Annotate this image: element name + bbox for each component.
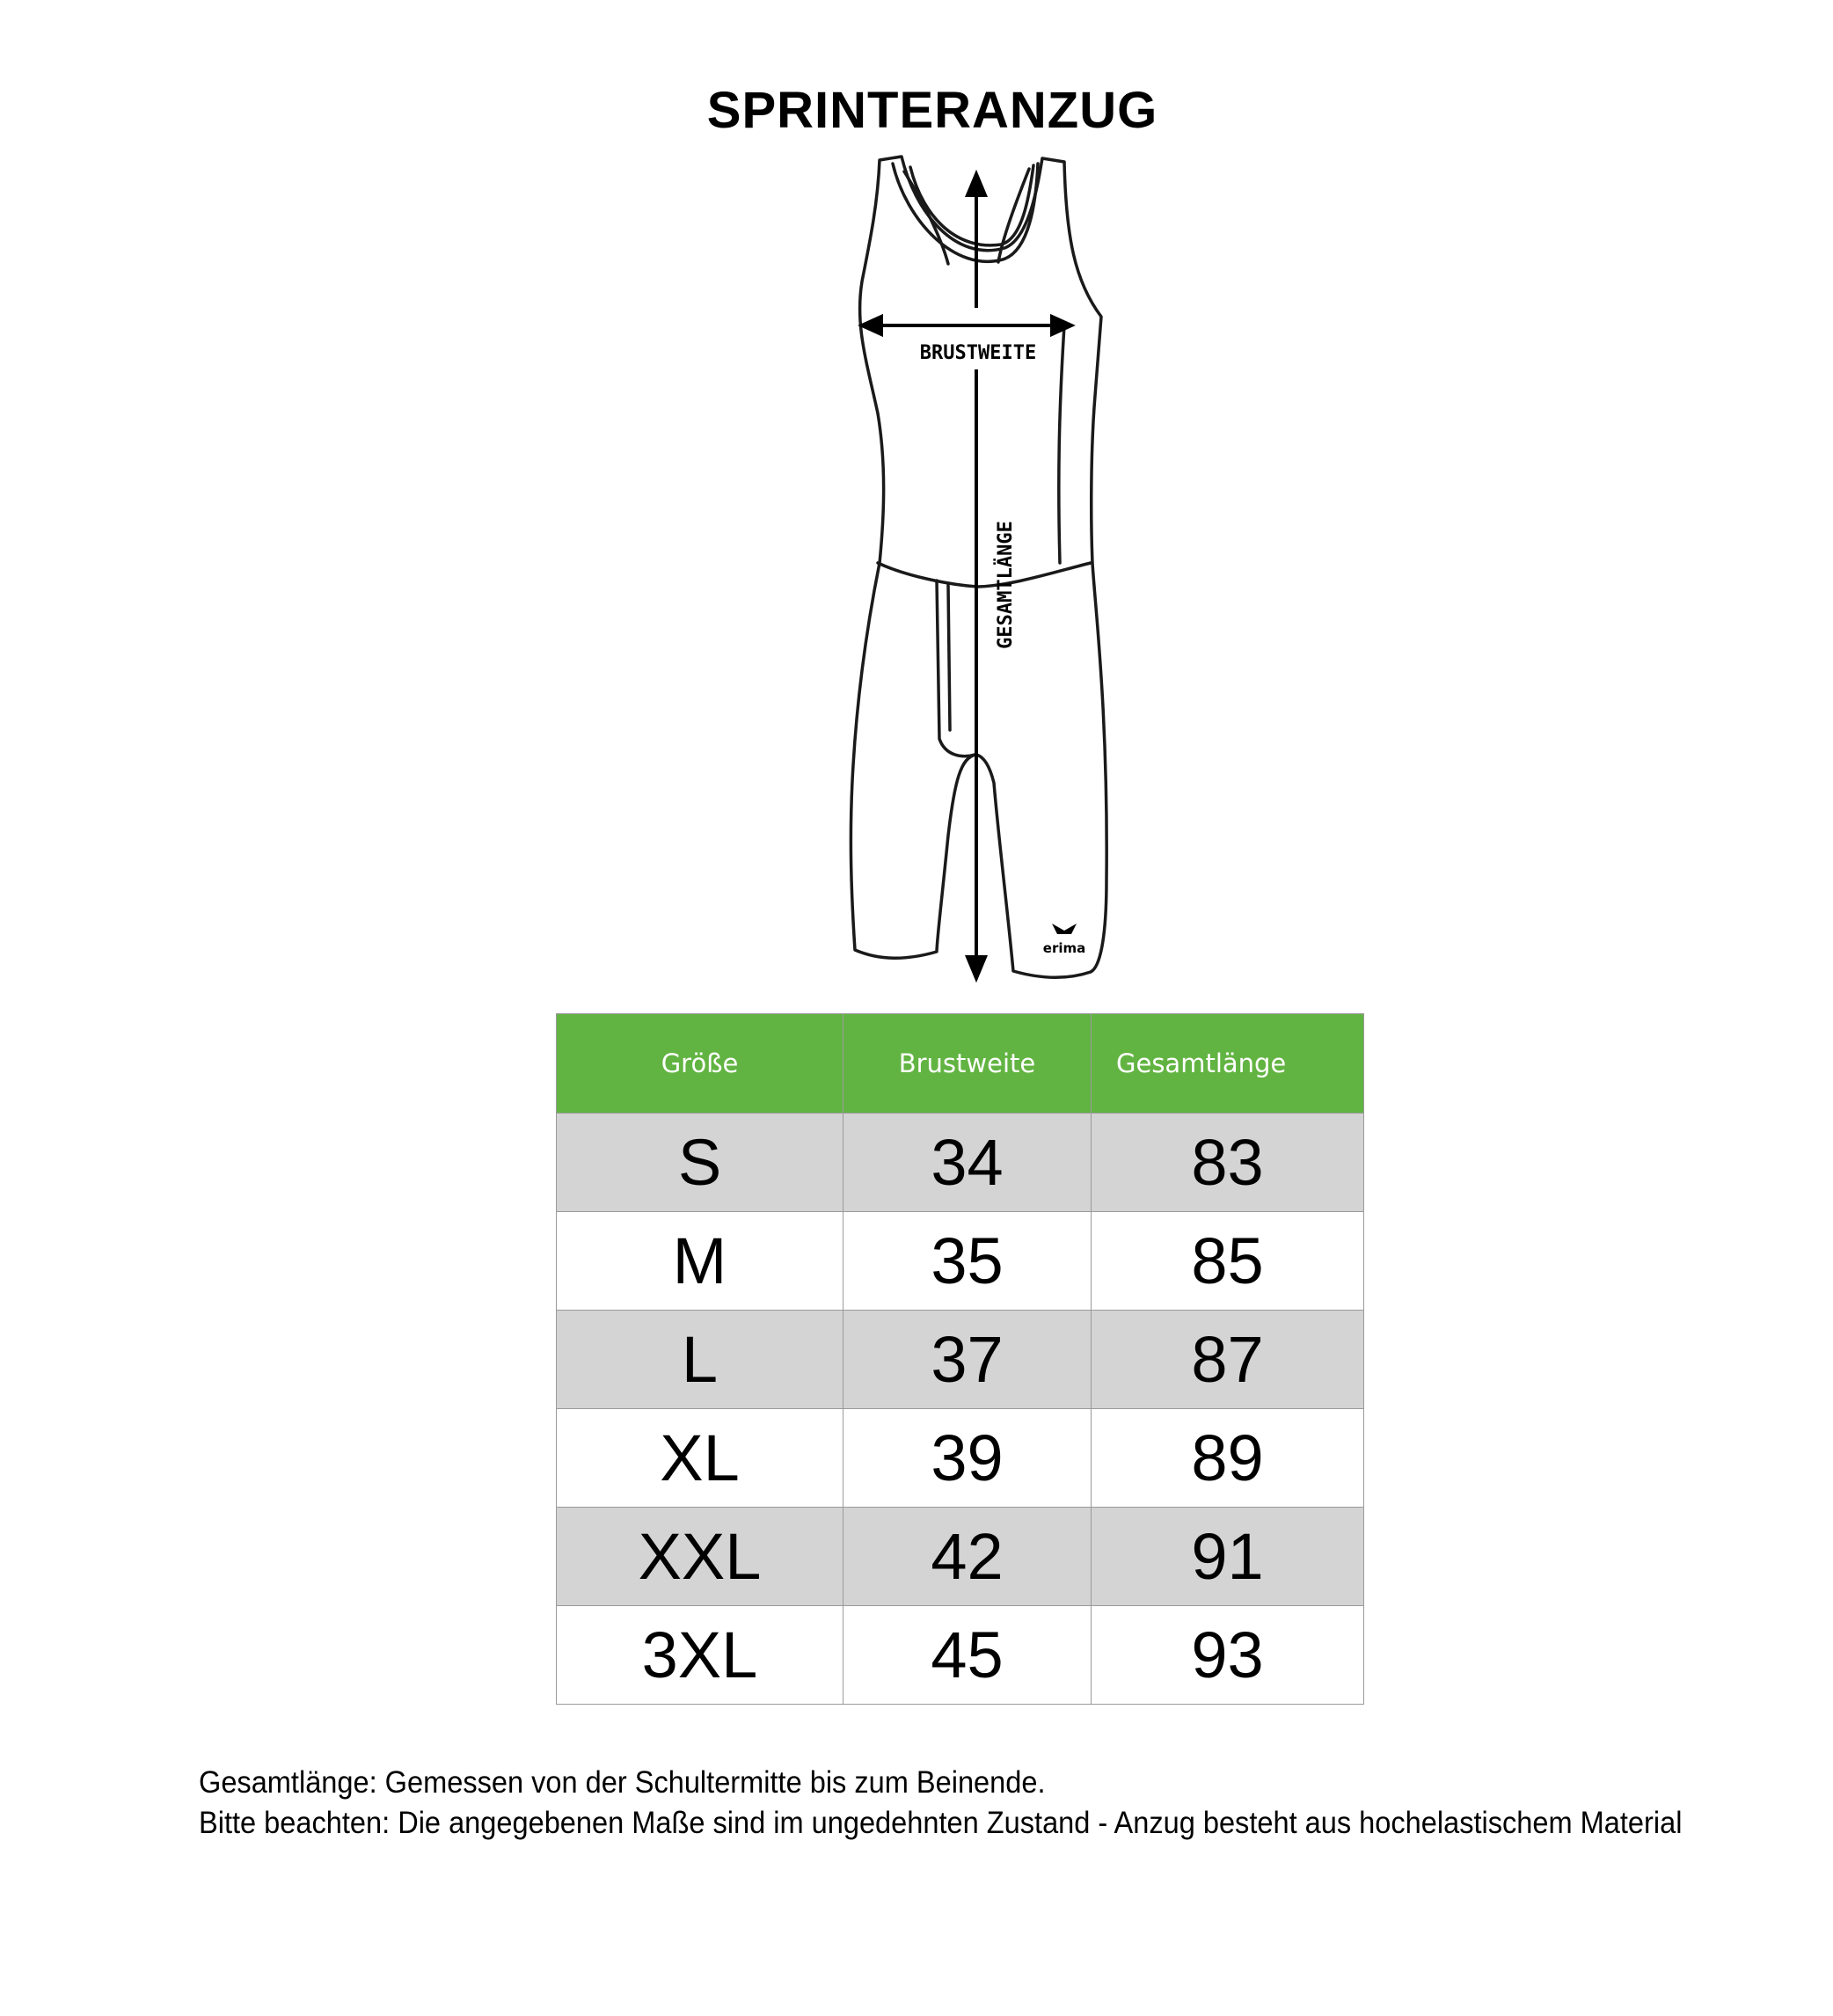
table-row [557, 1409, 1364, 1508]
table-row [557, 1606, 1364, 1705]
cell-chest: 34 [843, 1114, 1092, 1212]
waist-seam [878, 563, 1091, 587]
cell-length: 83 [1092, 1114, 1364, 1212]
erima-logo [1043, 924, 1085, 956]
cell-size: S [557, 1114, 843, 1212]
side-panel [1059, 325, 1064, 563]
page-title: SPRINTERANZUG [706, 82, 1158, 139]
chest-label: BRUSTWEITE [919, 342, 1037, 364]
front-panel-inner [948, 585, 950, 730]
cell-length: 87 [1092, 1311, 1364, 1409]
cell-chest: 37 [843, 1311, 1092, 1409]
table-row [557, 1508, 1364, 1606]
cell-chest: 35 [843, 1212, 1092, 1311]
measurement-notes [199, 1763, 1682, 1844]
cell-length: 91 [1092, 1508, 1364, 1606]
cell-length: 93 [1092, 1606, 1364, 1705]
cell-length: 89 [1092, 1409, 1364, 1508]
cell-size: M [557, 1212, 843, 1311]
cell-chest: 39 [843, 1409, 1092, 1508]
cell-chest: 42 [843, 1508, 1092, 1606]
cell-chest: 45 [843, 1606, 1092, 1705]
cell-size: XXL [557, 1508, 843, 1606]
header-chest: Brustweite [843, 1014, 1092, 1114]
table-row [557, 1311, 1364, 1409]
header-length: Gesamtlänge [1092, 1014, 1364, 1114]
table-row [557, 1212, 1364, 1311]
note-length: Gesamtlänge: Gemessen von der Schultermitte bis zum Beinende. [199, 1765, 1046, 1800]
table-header-row [557, 1014, 1364, 1114]
cell-size: L [557, 1311, 843, 1409]
size-table [556, 1013, 1364, 1705]
cell-length: 85 [1092, 1212, 1364, 1311]
table-row [557, 1114, 1364, 1212]
cell-size: XL [557, 1409, 843, 1508]
sprintsuit-diagram [774, 150, 1126, 994]
header-size: Größe [557, 1014, 843, 1114]
cell-size: 3XL [557, 1606, 843, 1705]
svg-text:erima: erima [1042, 940, 1086, 956]
length-label: GESAMTLÄNGE [995, 521, 1017, 649]
note-elastic: Bitte beachten: Die angegebenen Maße sind im ungedehnten Zustand - Anzug besteht aus hochelastischem Material [199, 1806, 1683, 1840]
front-panel [937, 581, 975, 756]
